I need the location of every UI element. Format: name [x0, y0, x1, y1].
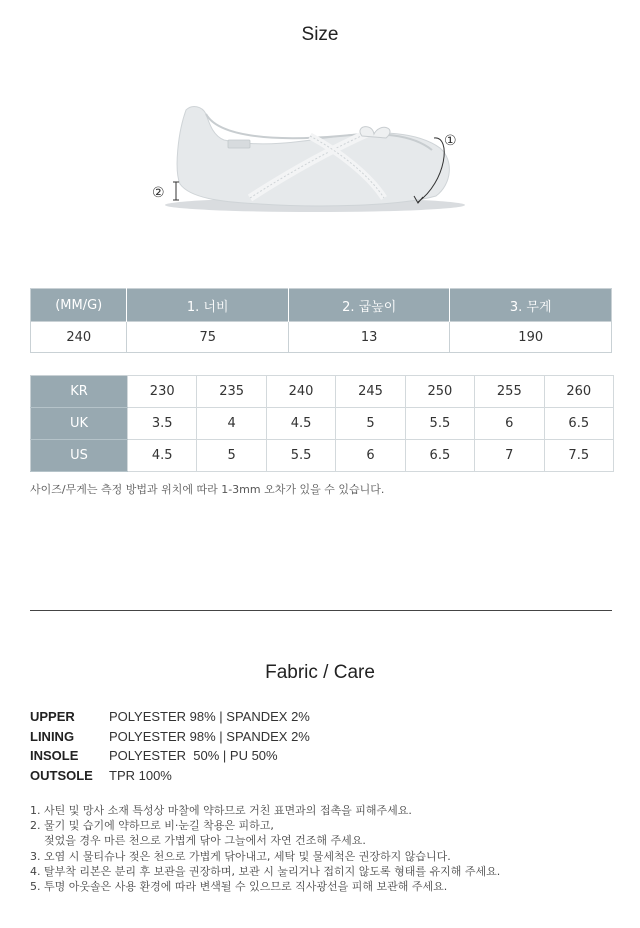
spec-heel: 13 — [288, 322, 449, 353]
spec-header-row — [31, 289, 612, 322]
cell: 5.5 — [405, 408, 474, 440]
fabric-value: TPR 100% — [109, 767, 172, 783]
marker-2: ② — [152, 185, 165, 201]
care-line: 5. 투명 아웃솔은 사용 환경에 따라 변색될 수 있으므로 직사광선을 피해 보관해 주세요. — [30, 880, 448, 894]
cell: 260 — [544, 376, 613, 408]
size-title: Size — [301, 24, 339, 45]
fabric-key: UPPER — [30, 709, 75, 724]
fabric-row-lining — [30, 727, 310, 747]
cell: 6.5 — [544, 408, 613, 440]
fabric-row-outsole — [30, 766, 310, 786]
shoe-diagram — [140, 92, 480, 222]
spec-width: 75 — [127, 322, 288, 353]
marker-1: ① — [444, 133, 457, 149]
cell: 240 — [266, 376, 335, 408]
row-label-us: US — [31, 440, 128, 472]
fabric-row-upper — [30, 707, 310, 727]
cell: 5.5 — [266, 440, 335, 472]
fabric-value: POLYESTER 50% | PU 50% — [109, 748, 278, 763]
cell: 235 — [197, 376, 266, 408]
cell: 245 — [336, 376, 405, 408]
section-divider — [30, 610, 612, 611]
fabric-list — [30, 707, 310, 785]
spec-weight: 190 — [450, 322, 612, 353]
spec-value-row — [31, 322, 612, 353]
cell: 3.5 — [128, 408, 197, 440]
spec-table — [30, 288, 612, 353]
cell: 7.5 — [544, 440, 613, 472]
spec-header-heel: 2. 굽높이 — [288, 289, 449, 322]
cell: 5 — [336, 408, 405, 440]
cell: 230 — [128, 376, 197, 408]
spec-header-width: 1. 너비 — [127, 289, 288, 322]
care-line: 젖었을 경우 마른 천으로 가볍게 닦아 그늘에서 자연 건조해 주세요. — [30, 834, 366, 848]
cell: 6 — [475, 408, 544, 440]
cell: 4.5 — [128, 440, 197, 472]
care-line: 2. 물기 및 습기에 약하므로 비·눈길 착용은 피하고, — [30, 819, 274, 833]
cell: 6.5 — [405, 440, 474, 472]
cell: 6 — [336, 440, 405, 472]
fabric-value: POLYESTER 98% | SPANDEX 2% — [109, 728, 310, 744]
fabric-row-insole — [30, 746, 310, 766]
fabric-key: LINING — [30, 728, 75, 744]
row-label-kr: KR — [31, 376, 128, 408]
spec-size: 240 — [31, 322, 127, 353]
care-line: 3. 오염 시 물티슈나 젖은 천으로 가볍게 닦아내고, 세탁 및 물세척은 권장하지 않습니다. — [30, 849, 451, 863]
size-conversion-table — [30, 375, 614, 472]
shoe-image — [140, 92, 480, 222]
size-note: 사이즈/무게는 측정 방법과 위치에 따라 1-3mm 오차가 있을 수 있습니다. — [30, 483, 385, 496]
cell: 250 — [405, 376, 474, 408]
fabric-key: INSOLE — [30, 748, 79, 763]
spec-header-unit: (MM/G) — [31, 289, 127, 322]
fabric-key: OUTSOLE — [30, 767, 93, 783]
fabric-care-title: Fabric / Care — [265, 662, 375, 683]
spec-header-weight: 3. 무게 — [450, 289, 612, 322]
care-instructions — [30, 803, 500, 894]
cell: 4 — [197, 408, 266, 440]
cell: 5 — [197, 440, 266, 472]
cell: 4.5 — [266, 408, 335, 440]
care-line: 4. 탈부착 리본은 분리 후 보관을 권장하며, 보관 시 눌리거나 접히지 않도록 형태를 유지해 주세요. — [30, 864, 501, 878]
table-row — [31, 440, 614, 472]
row-label-uk: UK — [31, 408, 128, 440]
care-line: 1. 사틴 및 망사 소재 특성상 마찰에 약하므로 거친 표면과의 접촉을 피해주세요. — [30, 804, 412, 817]
cell: 7 — [475, 440, 544, 472]
table-row — [31, 376, 614, 408]
cell: 255 — [475, 376, 544, 408]
fabric-value: POLYESTER 98% | SPANDEX 2% — [109, 709, 310, 724]
table-row — [31, 408, 614, 440]
